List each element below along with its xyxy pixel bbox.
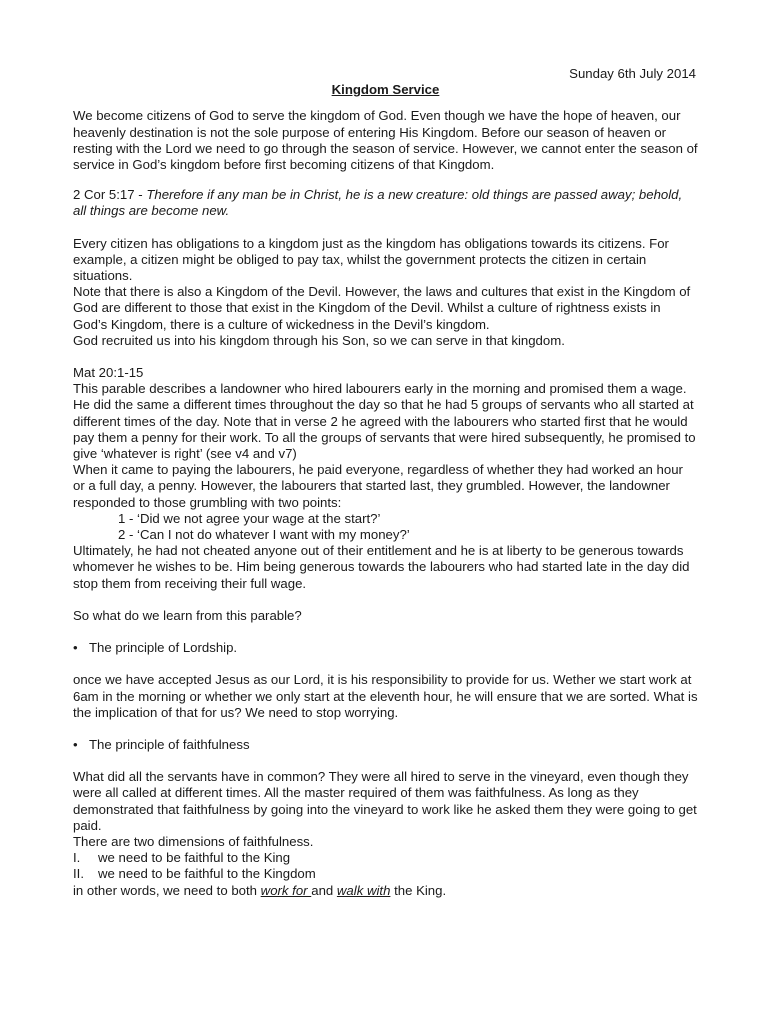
parable-point-2: 2 - ‘Can I not do whatever I want with my money?’ [118,527,410,543]
parable-point-1: 1 - ‘Did we not agree your wage at the start?’ [118,510,381,526]
dimension-item [73,866,698,882]
scripture-text: Therefore if any man be in Christ, he is a new creature: old things are passed away; behold, all things are become new. [73,187,683,219]
dimension-text: we need to be faithful to the King [98,850,291,866]
faithfulness-heading [73,737,698,753]
intro-paragraph: We become citizens of God to serve the kingdom of God. Even though we have the hope of heaven, our heavenly destination is not the sole purpose of entering His Kingdom. Before our season of heaven or resting with the Lord we need to go through the season of service. However, we cannot enter the season of service in God’s kingdom before first becoming citizens of that Kingdom. [73,108,698,173]
scripture-2cor-5-17 [73,187,698,219]
lordship-heading-text: The principle of Lordship. [89,640,238,656]
document-page [73,66,698,899]
scripture-ref: 2 Cor 5:17 - [73,187,147,203]
document-date: Sunday 6th July 2014 [569,66,696,81]
dimension-item [73,850,698,866]
dimensions-intro: There are two dimensions of faithfulness. [73,833,314,849]
dimension-number: I. [73,850,81,866]
bullet-icon: • [73,640,78,656]
faithfulness-heading-text: The principle of faithfulness [89,736,250,752]
parable-ref: Mat 20:1-15 [73,365,144,381]
conclusion-start: in other words, we need to both [73,882,261,898]
conclusion-end: the King. [390,882,447,898]
bullet-icon: • [73,736,78,752]
dimension-text: we need to be faithful to the Kingdom [98,866,316,882]
citizens-paragraph-2: Note that there is also a Kingdom of the Devil. However, the laws and cultures that exist in the Kingdom of God are different to those that exist in the Kingdom of the Devil. Whilst a culture of rightness exists in God’s Kingdom, there is a culture of wickedness in the Devil’s kingdom. [73,284,691,332]
lordship-heading [73,640,698,656]
work-for-emphasis: work for [260,882,312,898]
conclusion-line [73,883,698,899]
learn-question: So what do we learn from this parable? [73,607,302,623]
parable-paragraph-3: Ultimately, he had not cheated anyone out of their entitlement and he is at liberty to be generous towards whomever he wishes to be. Him being generous towards the labourers who had started late in the day did stop them from receiving their full wage. [73,543,690,591]
dimension-number: II. [73,866,84,882]
faithfulness-paragraph: What did all the servants have in common? They were all hired to serve in the vineyard, even though they were all called at different times. All the master required of them was faithfulness. As long as they demonstrated that faithfulness by going into the vineyard to work like he asked them they were going to get paid. [73,769,697,833]
parable-paragraph-2: When it came to paying the labourers, he paid everyone, regardless of whether they had worked an hour or a full day, a penny. However, the labourers that started last, they grumbled. However, the landowner responded to those grumbling with two points: [73,462,683,510]
document-title: Kingdom Service [331,82,440,98]
lordship-paragraph: once we have accepted Jesus as our Lord, it is his responsibility to provide for us. Wether we start work at 6am in the morning or whether we only start at the eleventh hour, he will ensure that we are sorted. What is the implication of that for us? We need to stop worrying. [73,672,698,720]
walk-with-emphasis: walk with [336,882,391,898]
citizens-paragraph-3: God recruited us into his kingdom through his Son, so we can serve in that kingdom. [73,332,565,348]
conclusion-and: and [311,882,337,898]
parable-paragraph-1: This parable describes a landowner who hired labourers early in the morning and promised them a wage. He did the same a different times throughout the day so that he had 5 groups of servants who all started at different times of the day. Note that in verse 2 he agreed with the labourers who started first that he would pay them a penny for their work. To all the groups of servants that were hired subsequently, he promised to give ‘whatever is right’ (see v4 and v7) [73,381,696,462]
citizens-paragraph-1: Every citizen has obligations to a kingdom just as the kingdom has obligations towards its citizens. For example, a citizen might be obliged to pay tax, whilst the government protects the citizen in certain situations. [73,235,669,284]
